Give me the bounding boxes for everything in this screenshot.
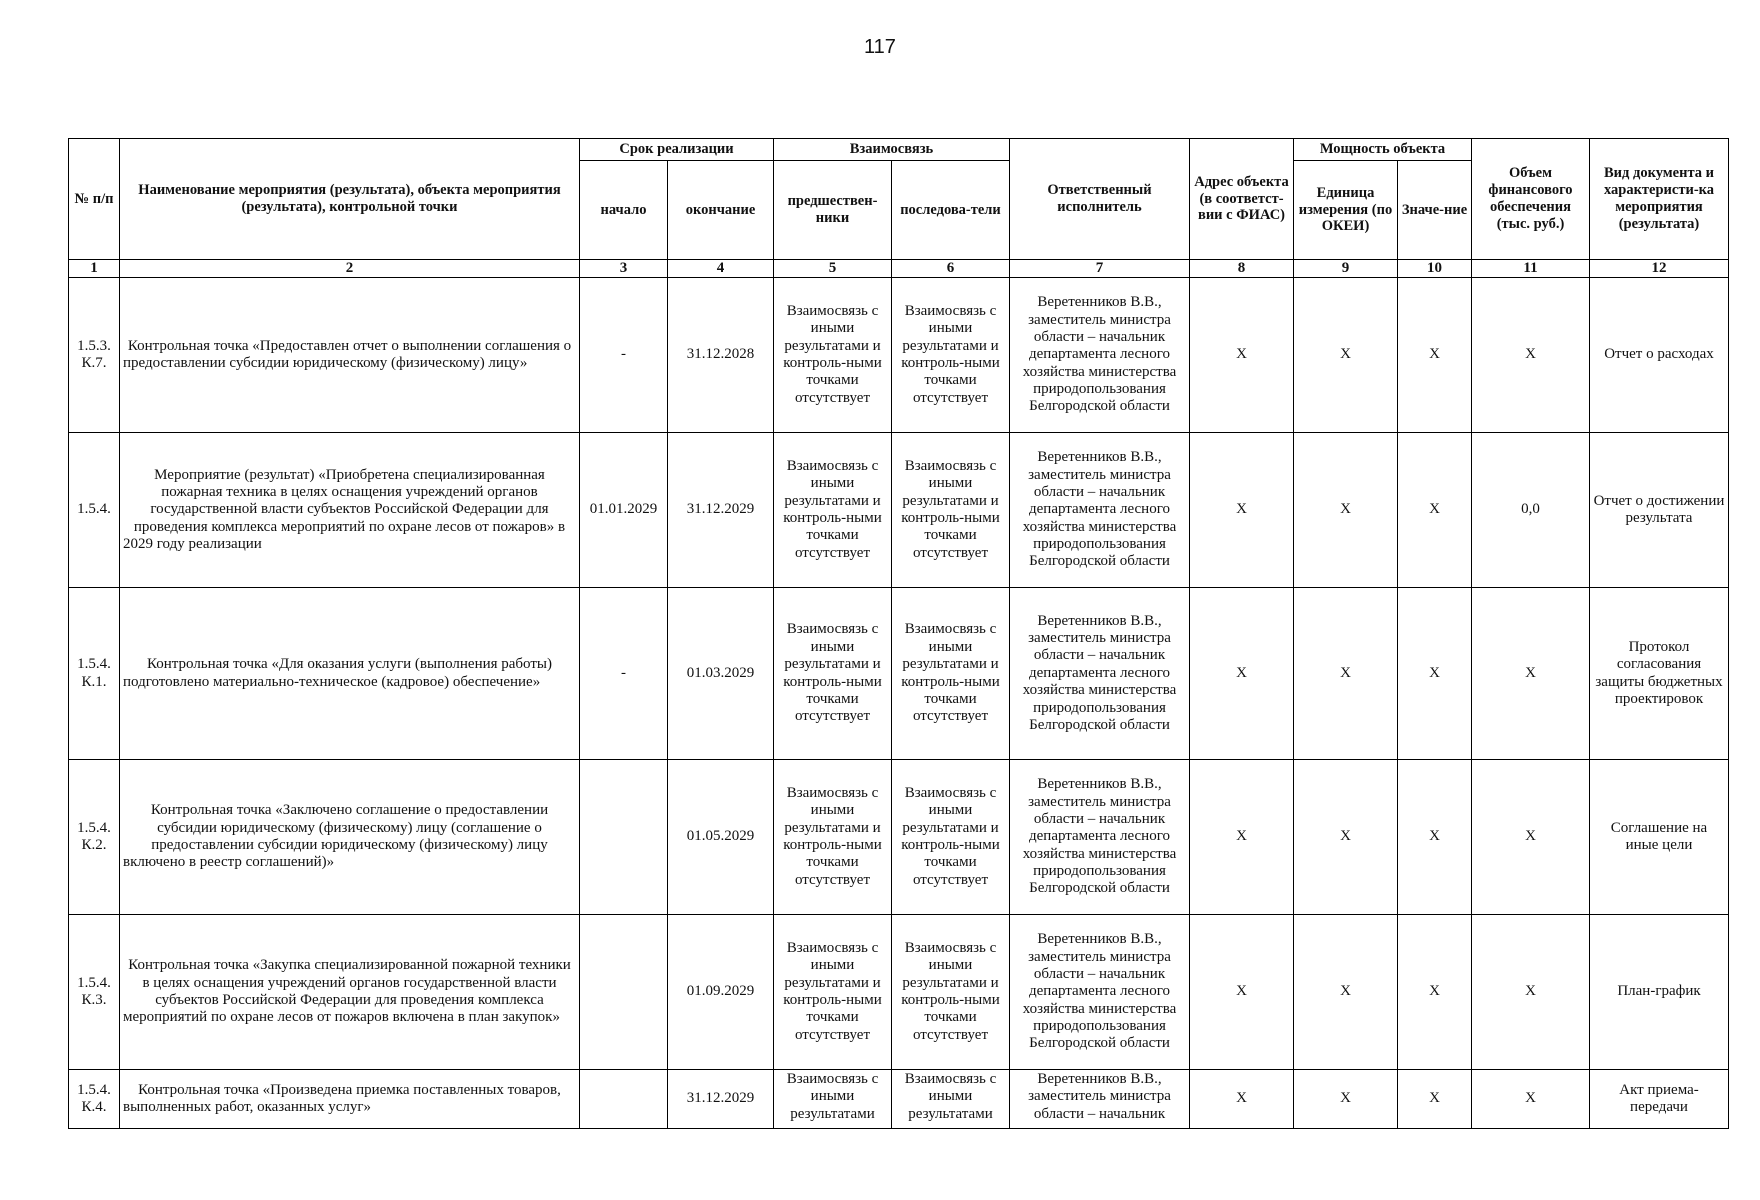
- row-name: Контрольная точка «Закупка специализированной пожарной техники в целях оснащения учреждений органов государственной власти субъектов Российской Федерации для проведения комплекса мероприятий по охране лесов от пожаров включена в план закупок»: [120, 915, 580, 1070]
- row-funding: X: [1472, 1070, 1590, 1129]
- row-responsible-text: Веретенников В.В., заместитель министра области – начальник: [1028, 1071, 1171, 1122]
- row-successors-text: Взаимосвязь с иными результатами: [904, 1071, 997, 1122]
- row-end: 31.12.2028: [668, 278, 774, 433]
- table-row: [69, 278, 1729, 433]
- header-row-top: [69, 139, 1729, 161]
- table-row: [69, 915, 1729, 1070]
- header-unit: Единица измерения (по ОКЕИ): [1294, 161, 1398, 260]
- row-predecessors: [774, 1070, 892, 1129]
- row-funding: X: [1472, 915, 1590, 1070]
- row-successors: [892, 1070, 1010, 1129]
- row-doc-type: План-график: [1590, 915, 1729, 1070]
- column-number: 6: [892, 260, 1010, 278]
- row-unit: X: [1294, 278, 1398, 433]
- header-funding: Объем финансового обеспечения (тыс. руб.): [1472, 139, 1590, 260]
- column-number: 4: [668, 260, 774, 278]
- header-value: Значе-ние: [1398, 161, 1472, 260]
- row-value: X: [1398, 588, 1472, 760]
- row-predecessors: Взаимосвязь с иными результатами и контроль-ными точками отсутствует: [774, 433, 892, 588]
- row-responsible: Веретенников В.В., заместитель министра области – начальник департамента лесного хозяйства министерства природопользования Белгородской области: [1010, 433, 1190, 588]
- row-doc-type: Протокол согласования защиты бюджетных проектировок: [1590, 588, 1729, 760]
- row-unit: X: [1294, 1070, 1398, 1129]
- column-number: 7: [1010, 260, 1190, 278]
- header-address: Адрес объекта (в соответст-вии с ФИАС): [1190, 139, 1294, 260]
- row-end: 01.05.2029: [668, 760, 774, 915]
- column-number: 1: [69, 260, 120, 278]
- row-successors: Взаимосвязь с иными результатами и контроль-ными точками отсутствует: [892, 760, 1010, 915]
- row-end: 31.12.2029: [668, 433, 774, 588]
- row-value: X: [1398, 1070, 1472, 1129]
- row-doc-type: Акт приема-передачи: [1590, 1070, 1729, 1129]
- column-number-row: [69, 260, 1729, 278]
- row-value: X: [1398, 433, 1472, 588]
- row-doc-type: Отчет о достижении результата: [1590, 433, 1729, 588]
- row-start: [580, 760, 668, 915]
- plan-table: [68, 138, 1729, 1129]
- row-address: X: [1190, 278, 1294, 433]
- row-responsible: Веретенников В.В., заместитель министра области – начальник департамента лесного хозяйства министерства природопользования Белгородской области: [1010, 588, 1190, 760]
- column-number: 3: [580, 260, 668, 278]
- header-name: Наименование мероприятия (результата), объекта мероприятия (результата), контрольной точки: [120, 139, 580, 260]
- column-number: 12: [1590, 260, 1729, 278]
- row-successors: Взаимосвязь с иными результатами и контроль-ными точками отсутствует: [892, 278, 1010, 433]
- column-number: 10: [1398, 260, 1472, 278]
- row-start: [580, 1070, 668, 1129]
- row-value: X: [1398, 760, 1472, 915]
- row-name: Контрольная точка «Произведена приемка поставленных товаров, выполненных работ, оказанных услуг»: [120, 1070, 580, 1129]
- row-funding: 0,0: [1472, 433, 1590, 588]
- header-period-group: Срок реализации: [580, 139, 774, 161]
- row-predecessors: Взаимосвязь с иными результатами и контроль-ными точками отсутствует: [774, 760, 892, 915]
- column-number: 2: [120, 260, 580, 278]
- table-row: [69, 588, 1729, 760]
- row-num: 1.5.4. К.4.: [69, 1070, 120, 1129]
- column-number: 11: [1472, 260, 1590, 278]
- row-unit: X: [1294, 433, 1398, 588]
- row-value: X: [1398, 278, 1472, 433]
- row-predecessors-text: Взаимосвязь с иными результатами: [786, 1071, 879, 1122]
- row-predecessors: Взаимосвязь с иными результатами и контроль-ными точками отсутствует: [774, 915, 892, 1070]
- header-predecessors: предшествен-ники: [774, 161, 892, 260]
- row-unit: X: [1294, 915, 1398, 1070]
- table-row: [69, 760, 1729, 915]
- row-start: -: [580, 278, 668, 433]
- row-predecessors: Взаимосвязь с иными результатами и контроль-ными точками отсутствует: [774, 278, 892, 433]
- row-doc-type: Соглашение на иные цели: [1590, 760, 1729, 915]
- row-num: 1.5.4.: [69, 433, 120, 588]
- row-address: X: [1190, 1070, 1294, 1129]
- row-name: Контрольная точка «Заключено соглашение о предоставлении субсидии юридическому (физическому) лицу (соглашение о предоставлении субсидии юридическому (физическому) лицу включено в реестр соглашений)»: [120, 760, 580, 915]
- column-number: 5: [774, 260, 892, 278]
- header-relation-group: Взаимосвязь: [774, 139, 1010, 161]
- row-predecessors: Взаимосвязь с иными результатами и контроль-ными точками отсутствует: [774, 588, 892, 760]
- row-end: 31.12.2029: [668, 1070, 774, 1129]
- row-successors: Взаимосвязь с иными результатами и контроль-ными точками отсутствует: [892, 588, 1010, 760]
- row-num: 1.5.4. К.3.: [69, 915, 120, 1070]
- row-start: [580, 915, 668, 1070]
- column-number: 8: [1190, 260, 1294, 278]
- row-responsible: Веретенников В.В., заместитель министра области – начальник департамента лесного хозяйства министерства природопользования Белгородской области: [1010, 278, 1190, 433]
- page-number: 117: [864, 36, 896, 58]
- header-responsible: Ответственный исполнитель: [1010, 139, 1190, 260]
- row-name: Контрольная точка «Для оказания услуги (выполнения работы) подготовлено материально-техническое (кадровое) обеспечение»: [120, 588, 580, 760]
- table-row: [69, 1070, 1729, 1129]
- header-successors: последова-тели: [892, 161, 1010, 260]
- row-address: X: [1190, 915, 1294, 1070]
- row-end: 01.03.2029: [668, 588, 774, 760]
- row-end: 01.09.2029: [668, 915, 774, 1070]
- row-successors: Взаимосвязь с иными результатами и контроль-ными точками отсутствует: [892, 915, 1010, 1070]
- table-row: [69, 433, 1729, 588]
- header-doc-type: Вид документа и характеристи-ка мероприятия (результата): [1590, 139, 1729, 260]
- column-number: 9: [1294, 260, 1398, 278]
- row-num: 1.5.3. К.7.: [69, 278, 120, 433]
- row-address: X: [1190, 433, 1294, 588]
- row-doc-type: Отчет о расходах: [1590, 278, 1729, 433]
- row-start: -: [580, 588, 668, 760]
- header-end: окончание: [668, 161, 774, 260]
- row-responsible: [1010, 1070, 1190, 1129]
- row-responsible: Веретенников В.В., заместитель министра области – начальник департамента лесного хозяйства министерства природопользования Белгородской области: [1010, 760, 1190, 915]
- header-num: № п/п: [69, 139, 120, 260]
- row-unit: X: [1294, 760, 1398, 915]
- row-num: 1.5.4. К.1.: [69, 588, 120, 760]
- row-address: X: [1190, 760, 1294, 915]
- row-funding: X: [1472, 278, 1590, 433]
- row-responsible: Веретенников В.В., заместитель министра области – начальник департамента лесного хозяйства министерства природопользования Белгородской области: [1010, 915, 1190, 1070]
- row-successors: Взаимосвязь с иными результатами и контроль-ными точками отсутствует: [892, 433, 1010, 588]
- row-unit: X: [1294, 588, 1398, 760]
- row-name: Контрольная точка «Предоставлен отчет о выполнении соглашения о предоставлении субсидии юридическому (физическому) лицу»: [120, 278, 580, 433]
- row-funding: X: [1472, 760, 1590, 915]
- header-start: начало: [580, 161, 668, 260]
- header-capacity-group: Мощность объекта: [1294, 139, 1472, 161]
- row-funding: X: [1472, 588, 1590, 760]
- row-value: X: [1398, 915, 1472, 1070]
- row-name: Мероприятие (результат) «Приобретена специализированная пожарная техника в целях оснащения учреждений органов государственной власти субъектов Российской Федерации для проведения комплекса мероприятий по охране лесов от пожаров» в 2029 году реализации: [120, 433, 580, 588]
- row-num: 1.5.4. К.2.: [69, 760, 120, 915]
- row-address: X: [1190, 588, 1294, 760]
- row-start: 01.01.2029: [580, 433, 668, 588]
